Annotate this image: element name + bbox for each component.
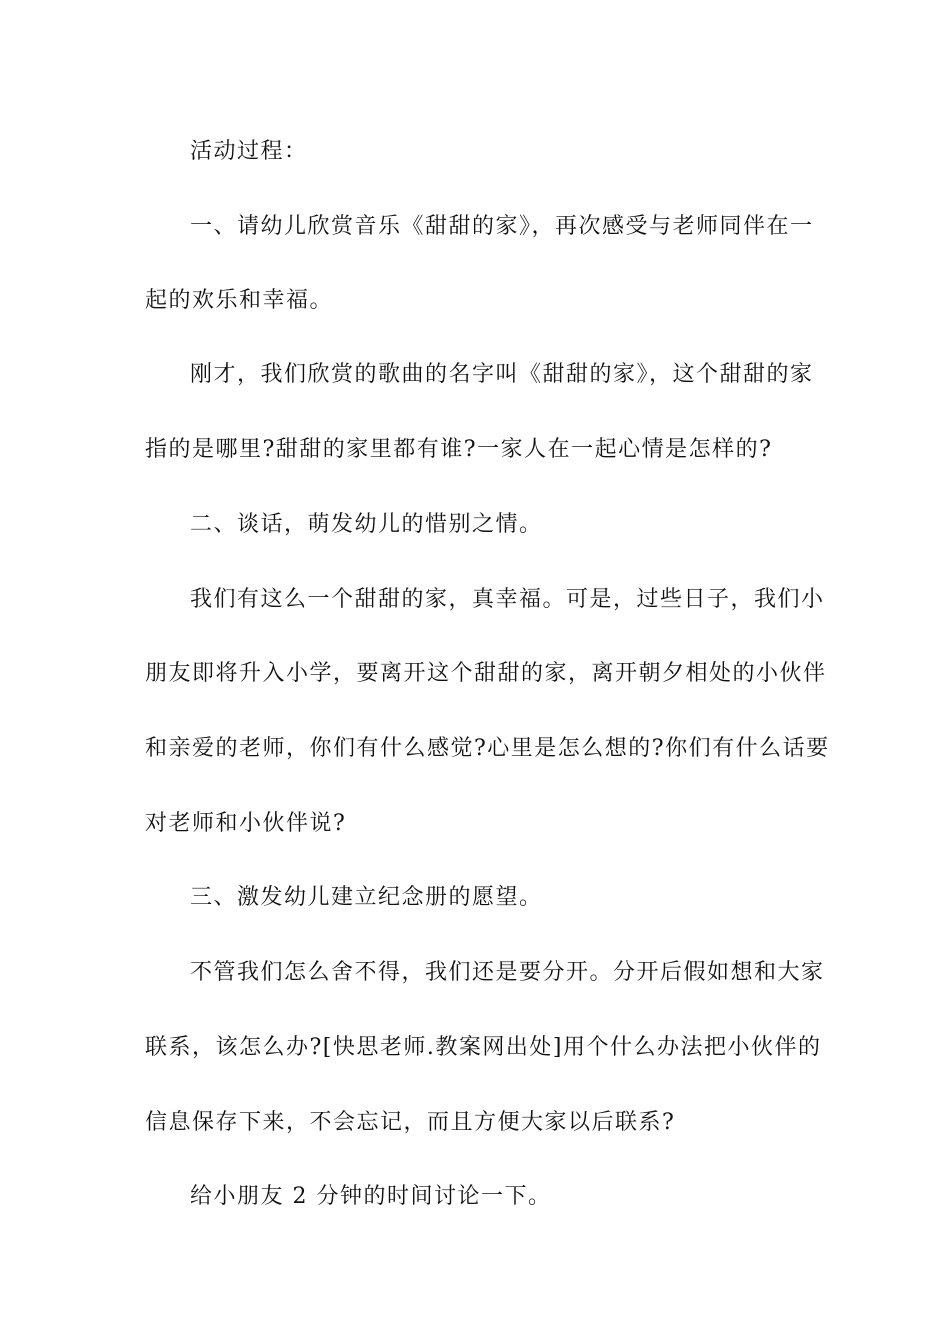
paragraph-line: 对老师和小伙伴说?	[145, 811, 347, 836]
paragraph-line: 起的欢乐和幸福。	[145, 288, 334, 313]
section-heading: 活动过程：	[190, 139, 308, 164]
paragraph-line: 信息保存下来，不会忘记，而且方便大家以后联系?	[145, 1110, 676, 1135]
paragraph-line: 和亲爱的老师，你们有什么感觉?心里是怎么想的?你们有什么话要	[145, 736, 830, 761]
paragraph-line: 不管我们怎么舍不得，我们还是要分开。分开后假如想和大家	[190, 960, 825, 985]
paragraph-line: 联系，该怎么办?[快思老师.教案网出处]用个什么办法把小伙伴的	[145, 1035, 822, 1060]
paragraph-line: 指的是哪里?甜甜的家里都有谁?一家人在一起心情是怎样的?	[145, 437, 773, 462]
paragraph-line: 三、激发幼儿建立纪念册的愿望。	[190, 885, 543, 910]
paragraph-line: 二、谈话，萌发幼儿的惜别之情。	[190, 512, 543, 537]
paragraph-line: 刚才，我们欣赏的歌曲的名字叫《甜甜的家》，这个甜甜的家	[190, 362, 814, 387]
paragraph-line: 我们有这么一个甜甜的家，真幸福。可是，过些日子，我们小	[190, 587, 825, 612]
paragraph-line: 给小朋友 2 分钟的时间讨论一下。	[190, 1184, 552, 1209]
paragraph-line: 朋友即将升入小学，要离开这个甜甜的家，离开朝夕相处的小伙伴	[145, 661, 827, 686]
paragraph-line: 一、请幼儿欣赏音乐《甜甜的家》，再次感受与老师同伴在一	[190, 214, 814, 239]
